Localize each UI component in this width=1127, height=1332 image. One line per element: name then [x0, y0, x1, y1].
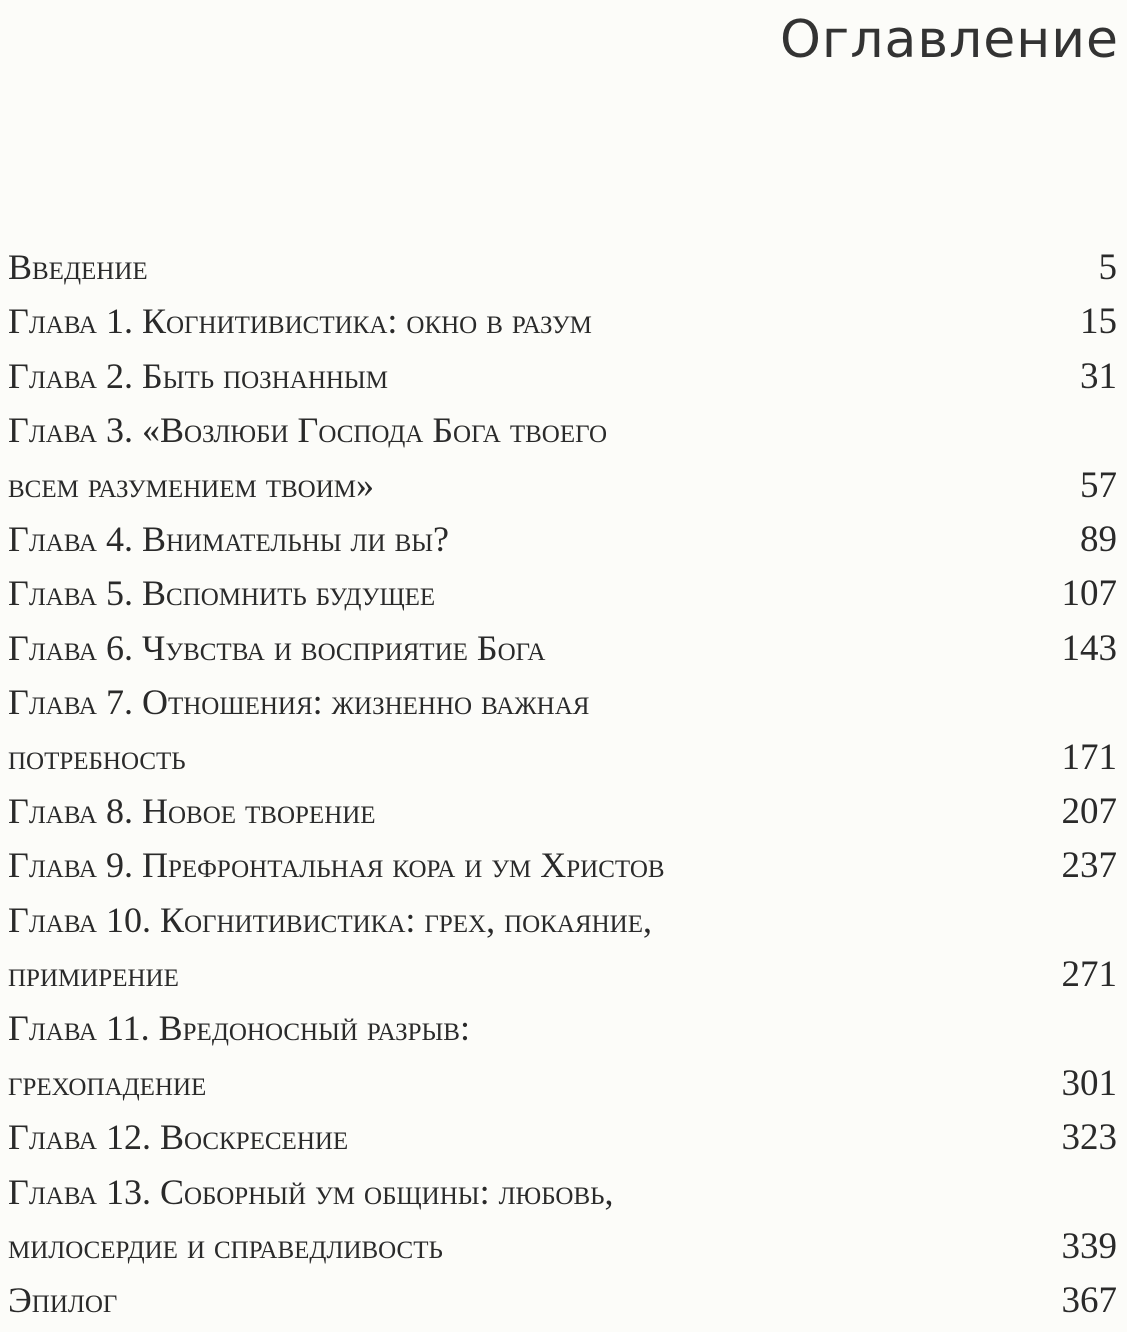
- toc-page-number: 323: [1061, 1117, 1117, 1159]
- toc-line: [8, 621, 1117, 675]
- toc-line: [8, 512, 1117, 566]
- toc-entry-title: всем разумением твоим»: [8, 464, 374, 505]
- toc-page-number: 5: [1098, 247, 1117, 288]
- toc-entry-title: Глава 8. Новое творение: [8, 790, 376, 831]
- toc-entry: [8, 893, 1117, 1002]
- toc-page-number: 237: [1061, 845, 1117, 887]
- toc-entry: [8, 838, 1117, 892]
- toc-line: [8, 240, 1117, 294]
- toc-entry-title: Глава 7. Отношения: жизненно важная: [8, 682, 590, 723]
- toc-page-number: 301: [1061, 1062, 1117, 1104]
- toc-line: [8, 1165, 1117, 1219]
- toc-page-number: 57: [1080, 464, 1117, 506]
- page-title: Оглавление: [779, 10, 1119, 70]
- toc-entry: [8, 512, 1117, 566]
- toc-entry-title: милосердие и справедливость: [8, 1226, 443, 1267]
- toc-line: [8, 1110, 1117, 1164]
- toc-page-number: 15: [1080, 301, 1117, 343]
- toc-page-number: 367: [1061, 1280, 1117, 1322]
- toc-line: [8, 1056, 1117, 1110]
- toc-entry: [8, 403, 1117, 512]
- toc-entry-title: Глава 1. Когнитивистика: окно в разум: [8, 301, 592, 342]
- toc-entry-title: Глава 13. Соборный ум общины: любовь,: [8, 1171, 614, 1212]
- toc-line: [8, 838, 1117, 892]
- toc-line: [8, 784, 1117, 838]
- toc-entry: [8, 784, 1117, 838]
- toc-page-number: 143: [1061, 627, 1117, 669]
- toc-line: [8, 566, 1117, 620]
- toc-entry-title: Глава 10. Когнитивистика: грех, покаяние,: [8, 899, 652, 940]
- toc-line: [8, 458, 1117, 512]
- toc-entry: [8, 1001, 1117, 1110]
- toc-entry-title: Введение: [8, 247, 148, 287]
- toc-entry-title: Глава 4. Внимательны ли вы?: [8, 518, 450, 559]
- toc-line: [8, 1273, 1117, 1327]
- toc-page-number: 171: [1061, 736, 1117, 778]
- toc-entry-title: Глава 3. «Возлюби Господа Бога твоего: [8, 410, 608, 451]
- toc-entry-title: Глава 11. Вредоносный разрыв:: [8, 1008, 470, 1049]
- toc-page-number: 89: [1080, 518, 1117, 560]
- toc-line: [8, 294, 1117, 348]
- table-of-contents: [8, 240, 1117, 1328]
- toc-line: [8, 349, 1117, 403]
- toc-line: [8, 1001, 1117, 1055]
- toc-entry-title: потребность: [8, 736, 186, 777]
- toc-entry: [8, 1110, 1117, 1164]
- toc-page-number: 31: [1080, 355, 1117, 397]
- toc-entry: [8, 621, 1117, 675]
- toc-line: [8, 403, 1117, 457]
- toc-entry-title: Глава 12. Воскресение: [8, 1117, 349, 1158]
- toc-entry-title: Эпилог: [8, 1280, 118, 1321]
- toc-entry: [8, 675, 1117, 784]
- toc-page-number: 271: [1061, 954, 1117, 996]
- toc-entry: [8, 240, 1117, 294]
- toc-line: [8, 675, 1117, 729]
- toc-page-number: 339: [1061, 1226, 1117, 1268]
- toc-entry: [8, 566, 1117, 620]
- toc-entry: [8, 1165, 1117, 1274]
- toc-line: [8, 1219, 1117, 1273]
- toc-line: [8, 947, 1117, 1001]
- toc-entry-title: Глава 6. Чувства и восприятие Бога: [8, 627, 546, 668]
- toc-line: [8, 893, 1117, 947]
- toc-page-number: 207: [1061, 790, 1117, 832]
- toc-entry: [8, 1273, 1117, 1327]
- toc-entry-title: Глава 9. Префронтальная кора и ум Христов: [8, 845, 665, 886]
- toc-page-number: 107: [1061, 573, 1117, 615]
- toc-line: [8, 730, 1117, 784]
- toc-entry-title: Глава 2. Быть познанным: [8, 355, 388, 396]
- toc-entry-title: примирение: [8, 954, 179, 995]
- toc-entry-title: Глава 5. Вспомнить будущее: [8, 573, 436, 614]
- toc-entry-title: грехопадение: [8, 1062, 207, 1103]
- toc-entry: [8, 349, 1117, 403]
- toc-entry: [8, 294, 1117, 348]
